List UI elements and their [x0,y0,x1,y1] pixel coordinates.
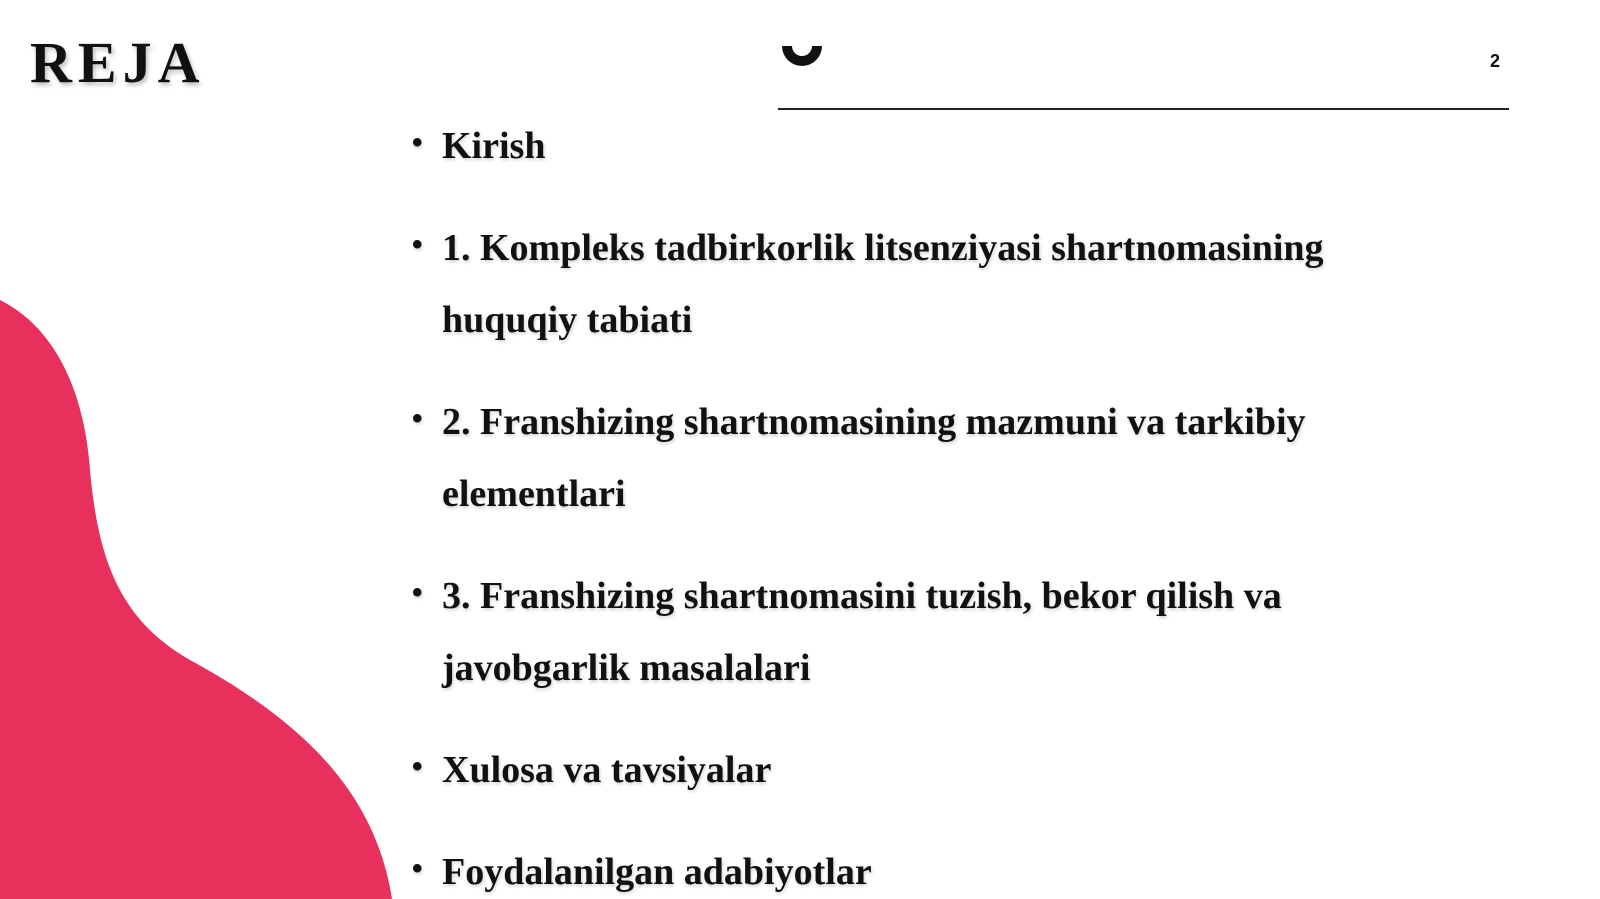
bullet-icon: • [412,852,423,885]
agenda-item-references [412,836,1422,899]
bullet-icon: • [412,126,423,159]
agenda-list [412,110,1422,899]
bullet-icon: • [412,402,423,435]
arc-logo-icon [778,24,826,72]
bullet-icon: • [412,576,423,609]
agenda-item-3 [412,560,1422,704]
bullet-icon: • [412,750,423,783]
agenda-item-label: Kirish [442,125,546,167]
agenda-item-label: 3. Franshizing shartnomasini tuzish, bekor qilish va javobgarlik masalalari [442,575,1282,689]
agenda-item-label: Xulosa va tavsiyalar [442,749,772,791]
page-number: 2 [1490,51,1501,71]
bullet-icon: • [412,228,423,261]
agenda-item-label: 1. Kompleks tadbirkorlik litsenziyasi shartnomasining huquqiy tabiati [442,227,1324,341]
agenda-item-conclusion [412,734,1422,806]
agenda-item-label: 2. Franshizing shartnomasining mazmuni va tarkibiy elementlari [442,401,1306,515]
slide-title: REJA [30,30,206,95]
agenda-item-label: Foydalanilgan adabiyotlar [442,851,872,893]
agenda-item-1 [412,212,1422,356]
agenda-item-2 [412,386,1422,530]
pink-blob-shape [0,300,392,899]
agenda-item-intro [412,110,1422,182]
